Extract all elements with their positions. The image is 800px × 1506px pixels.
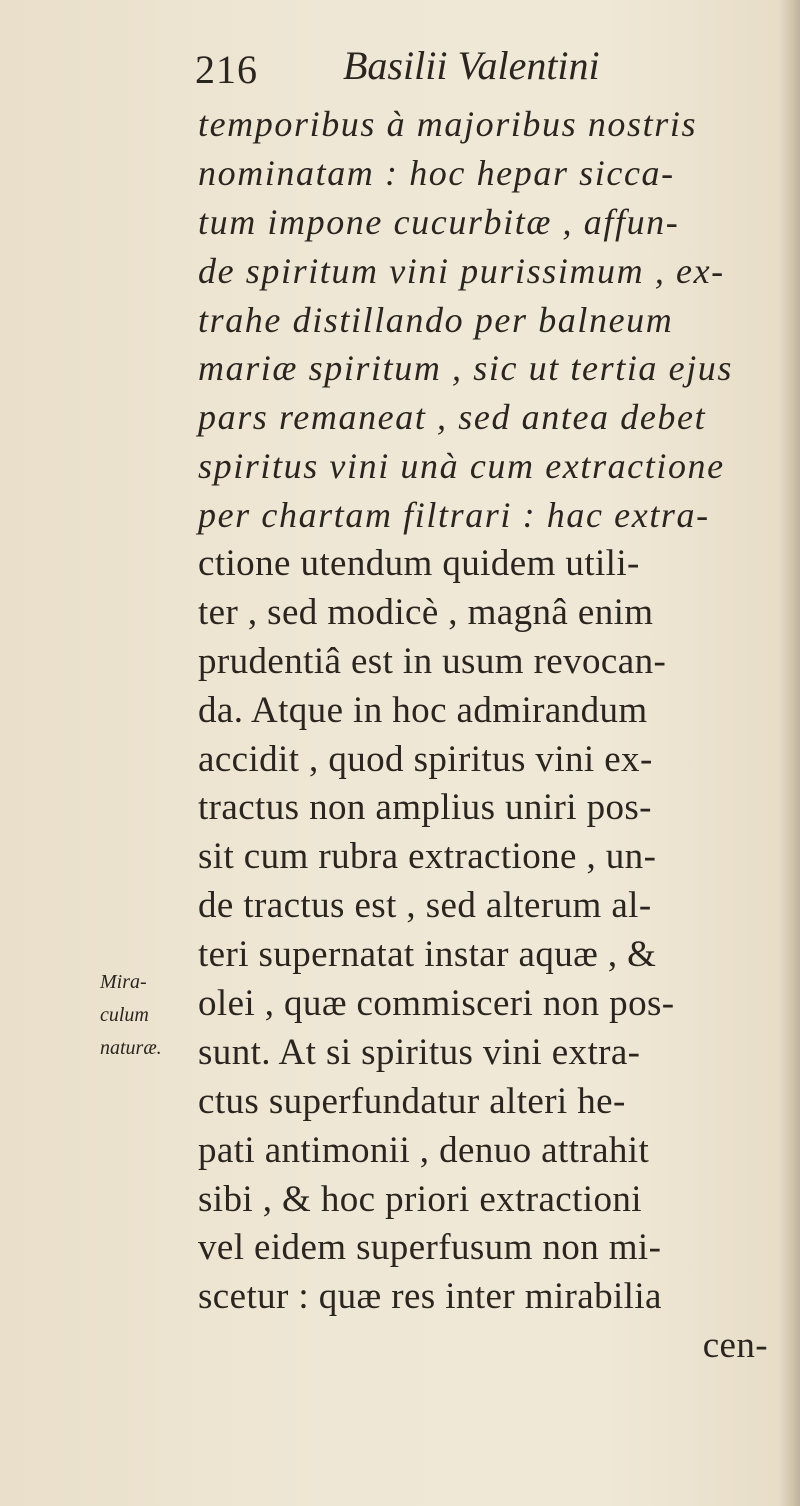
text-line: trahe distillando per balneum — [198, 299, 674, 340]
text-line: sibi , & hoc priori extractioni — [198, 1178, 642, 1220]
text-line: sit cum rubra extractione , un- — [198, 836, 657, 878]
text-line: tum impone cucurbitæ , affun- — [198, 201, 680, 242]
text-line: teri supernatat instar aquæ , & — [198, 934, 657, 976]
text-line: spiritus vini unà cum extractione — [198, 446, 725, 487]
text-line: scetur : quæ res inter mirabilia — [198, 1276, 662, 1318]
text-line: de spiritum vini purissimum , ex- — [198, 250, 725, 291]
page-edge-shadow — [778, 0, 800, 1506]
text-line: tractus non amplius uniri pos- — [198, 787, 652, 829]
text-line: temporibus à majoribus nostris — [198, 104, 698, 144]
text-line: mariæ spiritum , sic ut tertia ejus — [198, 348, 734, 389]
text-line: per chartam filtrari : hac extra- — [198, 495, 710, 536]
text-line: nominatam : hoc hepar sicca- — [198, 152, 675, 193]
text-line: de tractus est , sed alterum al- — [198, 885, 652, 927]
marginal-note-line: Mira- — [100, 971, 147, 993]
text-line: olei , quæ commisceri non pos- — [198, 983, 675, 1025]
page-number: 216 — [195, 47, 258, 92]
text-line: ter , sed modicè , magnâ enim — [198, 591, 654, 633]
text-line: accidit , quod spiritus vini ex- — [198, 738, 653, 780]
text-line: pars remaneat , sed antea debet — [198, 397, 707, 438]
catchword: cen- — [702, 1325, 768, 1367]
text-line: vel eidem superfusum non mi- — [198, 1227, 662, 1269]
body-text — [198, 100, 774, 1371]
text-line: pati antimonii , denuo attrahit — [198, 1129, 650, 1171]
text-line: ctus superfundatur alteri he- — [198, 1080, 626, 1122]
text-line: sunt. At si spiritus vini extra- — [198, 1031, 641, 1073]
text-line: ctione utendum quidem utili- — [198, 543, 640, 585]
marginal-note-line: culum — [100, 1004, 149, 1026]
marginal-note — [100, 966, 190, 1065]
marginal-note-line: naturæ. — [100, 1037, 162, 1059]
text-line: prudentiâ est in usum revocan- — [198, 640, 667, 682]
text-line: da. Atque in hoc admirandum — [198, 689, 648, 731]
running-head: Basilii Valentini — [343, 43, 600, 88]
page-header — [195, 43, 755, 96]
